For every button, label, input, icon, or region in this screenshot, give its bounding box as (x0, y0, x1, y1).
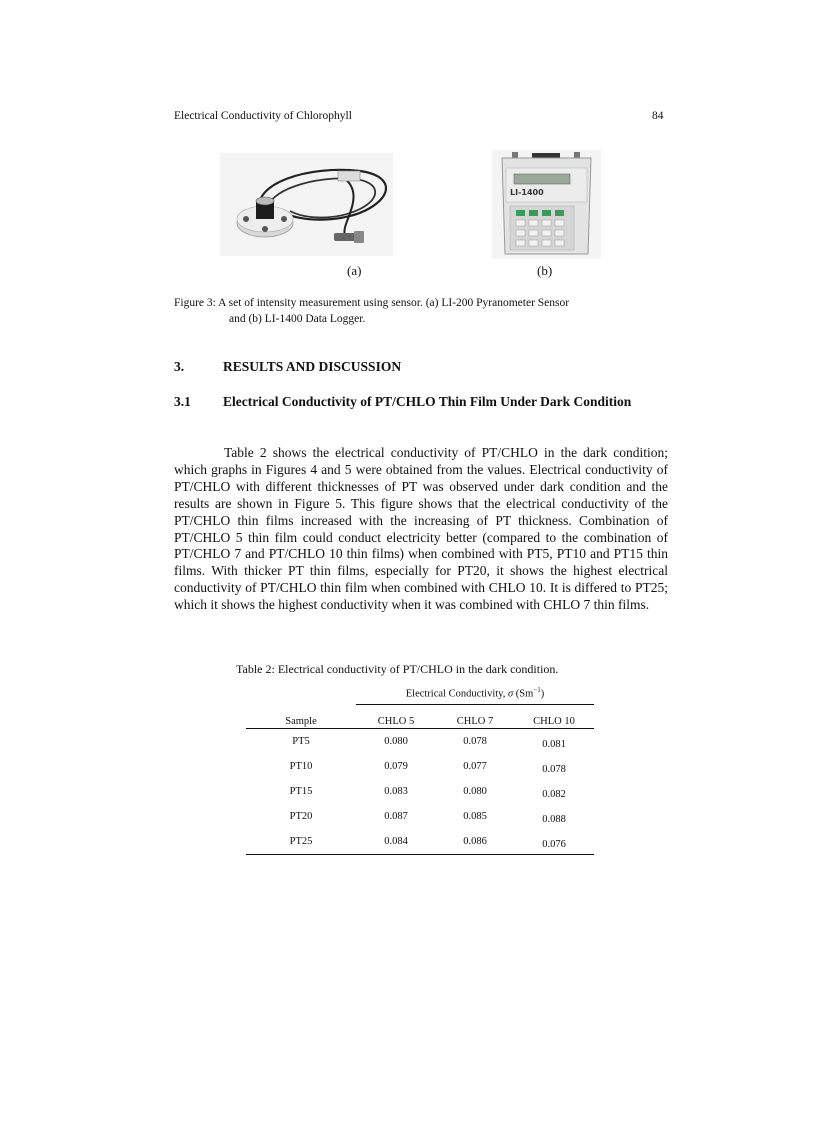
sample-cell: PT10 (289, 761, 313, 772)
table-row (246, 754, 594, 779)
column-header-sample: Sample (246, 705, 356, 729)
figure-caption (174, 295, 674, 327)
table-row (246, 779, 594, 804)
pyranometer-sensor-image (220, 153, 393, 256)
column-header-chlo7: CHLO 7 (436, 705, 514, 729)
sample-cell: PT5 (292, 736, 310, 747)
group-header-prefix: Electrical Conductivity, (405, 688, 508, 700)
table-group-spacer (246, 682, 356, 705)
chlo10-cell: 0.082 (542, 789, 566, 800)
chlo7-cell: 0.085 (463, 811, 487, 822)
chlo5-cell: 0.080 (384, 736, 408, 747)
chlo10-cell: 0.078 (542, 764, 566, 775)
group-header-close: ) (540, 688, 545, 700)
subsection-number: 3.1 (174, 394, 191, 409)
table-caption: Table 2: Electrical conductivity of PT/CHLO in the dark condition. (236, 662, 559, 676)
running-title: Electrical Conductivity of Chlorophyll (174, 110, 352, 122)
data-logger-image (492, 150, 601, 259)
figure-caption-line2: and (b) LI-1400 Data Logger. (229, 313, 366, 325)
chlo7-cell: 0.078 (463, 736, 487, 747)
data-logger-model-label: LI-1400 (510, 188, 544, 197)
chlo5-cell: 0.087 (384, 811, 408, 822)
figure-label-a: (a) (347, 263, 362, 278)
sample-cell: PT20 (289, 811, 313, 822)
group-header-exponent: −1 (533, 686, 541, 695)
chlo10-cell: 0.088 (542, 814, 566, 825)
chlo5-cell: 0.084 (356, 829, 436, 855)
section-title: RESULTS AND DISCUSSION (223, 359, 402, 374)
table-row (246, 729, 594, 755)
page-number: 84 (652, 110, 664, 122)
column-header-chlo5: CHLO 5 (356, 705, 436, 729)
body-paragraph: Table 2 shows the electrical conductivity of PT/CHLO in the dark condition; which graphs in Figures 4 and 5 were obtained from the values. Electrical conductivity of PT/CHLO with different thicknesses of PT was observed under dark condition and the results are shown in Figure 5. This figure shows that the electrical conductivity of the PT/CHLO thin films increased with the increasing of PT thickness. Combination of PT/CHLO 5 thin film could conduct electricity better (compared to the combination of PT/CHLO 7 and PT/CHLO 10 thin films) when combined with PT5, PT10 and PT15 thin films. With thicker PT thin films, especially for PT20, it shows the highest electrical conductivity of PT/CHLO thin film when combined with CHLO 10. It is differed to PT25; which it shows the highest conductivity when it was combined with CHLO 7 thin films. (174, 445, 668, 613)
chlo10-cell: 0.076 (514, 829, 594, 855)
table-row (246, 804, 594, 829)
sample-cell: PT25 (246, 829, 356, 855)
table-group-header (356, 682, 594, 705)
conductivity-table (246, 682, 594, 855)
group-header-unit: (Sm (513, 688, 534, 700)
chlo7-cell: 0.080 (463, 786, 487, 797)
sigma-symbol: σ (507, 688, 514, 700)
chlo5-cell: 0.079 (384, 761, 408, 772)
section-number: 3. (174, 359, 185, 374)
chlo10-cell: 0.081 (542, 739, 566, 750)
column-header-chlo10: CHLO 10 (514, 705, 594, 729)
figure-caption-line1: Figure 3: A set of intensity measurement using sensor. (a) LI-200 Pyranometer Sensor (174, 297, 570, 309)
sample-cell: PT15 (289, 786, 313, 797)
chlo7-cell: 0.077 (463, 761, 487, 772)
table-row (246, 829, 594, 855)
chlo7-cell: 0.086 (436, 829, 514, 855)
figure-label-b: (b) (537, 263, 553, 278)
chlo5-cell: 0.083 (384, 786, 408, 797)
subsection-title: Electrical Conductivity of PT/CHLO Thin Film Under Dark Condition (223, 394, 632, 409)
